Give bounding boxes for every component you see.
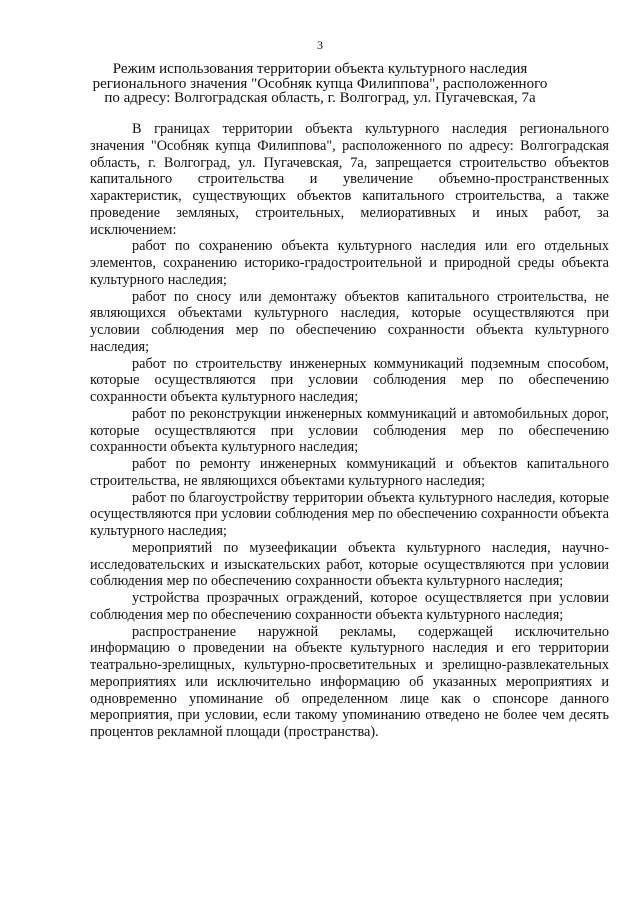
page-number: 3 xyxy=(317,38,323,52)
title-line: по адресу: Волгоградская область, г. Волгоград, ул. Пугачевская, 7а xyxy=(104,90,536,106)
exception-item: работ по сохранению объекта культурного наследия или его отдельных элементов, сохранению историко-градостроительной и природной среды объекта культурного наследия; xyxy=(90,238,609,288)
intro-paragraph: В границах территории объекта культурного наследия регионального значения "Особняк купца Филиппова", расположенного по адресу: Волгоградская область, г. Волгоград, ул. Пугачевская, 7а, запрещается строительство объектов капитального строительства и увеличение объемно-пространственных характеристик, существующих объектов капитального строительства, а также проведение земляных, строительных, мелиоративных и иных работ, за исключением: xyxy=(90,121,609,238)
exception-item: работ по благоустройству территории объекта культурного наследия, которые осуществляются при условии соблюдения мер по обеспечению сохранности объекта культурного наследия; xyxy=(90,489,609,539)
exception-item: мероприятий по музеефикации объекта культурного наследия, научно-исследовательских и изыскательских работ, которые осуществляются при условии соблюдения мер по обеспечению сохранности объекта культурного наследия; xyxy=(90,539,609,590)
exception-item: устройства прозрачных ограждений, которое осуществляется при условии соблюдения мер по обеспечению сохранности объекта культурного наследия; xyxy=(90,590,609,623)
exception-item: работ по ремонту инженерных коммуникаций и объектов капитального строительства, не являющихся объектами культурного наследия; xyxy=(90,456,609,489)
document-title xyxy=(80,62,560,106)
exception-item: работ по сносу или демонтажу объектов капитального строительства, не являющихся объектами культурного наследия, которые осуществляются при условии соблюдения мер по обеспечению сохранности объекта культурного наследия; xyxy=(90,288,609,355)
document-body xyxy=(90,121,609,741)
title-line: Режим использования территории объекта культурного наследия xyxy=(112,61,528,77)
exception-item: распространение наружной рекламы, содержащей исключительно информацию о проведении на объекте культурного наследия и его территории театрально-зрелищных, культурно-просветительных и зрелищно-развлекательных мероприятиях или исключительно информацию об указанных мероприятиях и одновременно упоминание об определенном лице как о спонсоре данного мероприятия, при условии, если такому упоминанию отведено не более чем десять процентов рекламной площади (пространства). xyxy=(90,623,609,740)
title-line: регионального значения "Особняк купца Филиппова", расположенного xyxy=(92,75,548,92)
exception-item: работ по строительству инженерных коммуникаций подземным способом, которые осуществляются при условии соблюдения мер по обеспечению сохранности объекта культурного наследия; xyxy=(90,355,609,405)
exception-item: работ по реконструкции инженерных коммуникаций и автомобильных дорог, которые осуществляются при условии соблюдения мер по обеспечению сохранности объекта культурного наследия; xyxy=(90,405,609,456)
